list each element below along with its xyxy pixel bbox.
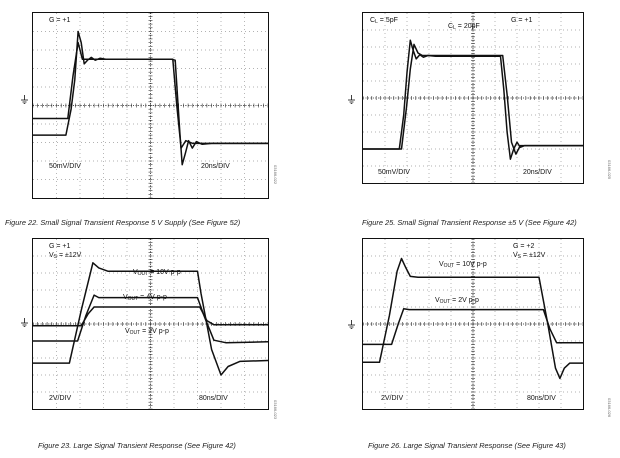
fig26-vscale: 2V/DIV <box>381 395 404 402</box>
fig23-supply-label: $V_S = \pm 12V$ <box>49 252 82 260</box>
fig25-plot <box>362 12 584 184</box>
ground-marker-icon <box>21 318 28 327</box>
fig25-vscale: 50mV/DIV <box>378 169 410 176</box>
fig25-cl-20pf-label: $C_L = 20pF$ <box>448 23 480 31</box>
ground-marker-icon <box>348 95 355 104</box>
fig22-code: 03166-022 <box>273 165 278 185</box>
fig22-hscale: 20ns/DIV <box>201 163 230 170</box>
fig26-trace-10v-label: $V_{OUT} = 10V$ p-p <box>439 261 487 269</box>
fig23-hscale: 80ns/DIV <box>199 395 228 402</box>
fig23-caption: Figure 23. Large Signal Transient Response (See Figure 42) <box>38 441 236 450</box>
fig22-vscale: 50mV/DIV <box>49 163 81 170</box>
fig26-gain-label: G = +2 <box>513 243 535 250</box>
fig26-supply-label: $V_S = \pm 12V$ <box>513 252 546 260</box>
fig23-plot <box>32 238 269 410</box>
fig25-caption: Figure 25. Small Signal Transient Response ±5 V (See Figure 42) <box>362 218 577 227</box>
fig22-caption: Figure 22. Small Signal Transient Response 5 V Supply (See Figure 52) <box>5 218 241 227</box>
ground-marker-icon <box>348 320 355 329</box>
fig23-gain-label: G = +1 <box>49 243 71 250</box>
ground-marker-icon <box>21 95 28 104</box>
fig26-caption: Figure 26. Large Signal Transient Response (See Figure 43) <box>368 441 566 450</box>
fig25-hscale: 20ns/DIV <box>523 169 552 176</box>
fig26-code: 03166-026 <box>607 398 612 418</box>
fig25-code: 03166-025 <box>607 160 612 180</box>
fig25-gain-label: G = +1 <box>511 17 533 24</box>
fig23-trace-2v-label: $V_{OUT} = 2V$ p-p <box>125 328 169 336</box>
fig23-code: 03166-023 <box>273 400 278 420</box>
fig23-trace-4v-label: $V_{OUT} = 4V$ p-p <box>123 294 167 302</box>
fig26-trace-2v-label: $V_{OUT} = 2V$ p-p <box>435 297 479 305</box>
fig26-plot <box>362 238 584 410</box>
fig23-trace-10v-label: $V_{OUT} = 10V$ p-p <box>133 269 181 277</box>
fig22-plot <box>32 12 269 199</box>
fig26-hscale: 80ns/DIV <box>527 395 556 402</box>
fig25-cl-5pf-label: $C_L = 5pF$ <box>370 17 398 25</box>
fig23-vscale: 2V/DIV <box>49 395 72 402</box>
fig22-gain-label: G = +1 <box>49 17 71 24</box>
